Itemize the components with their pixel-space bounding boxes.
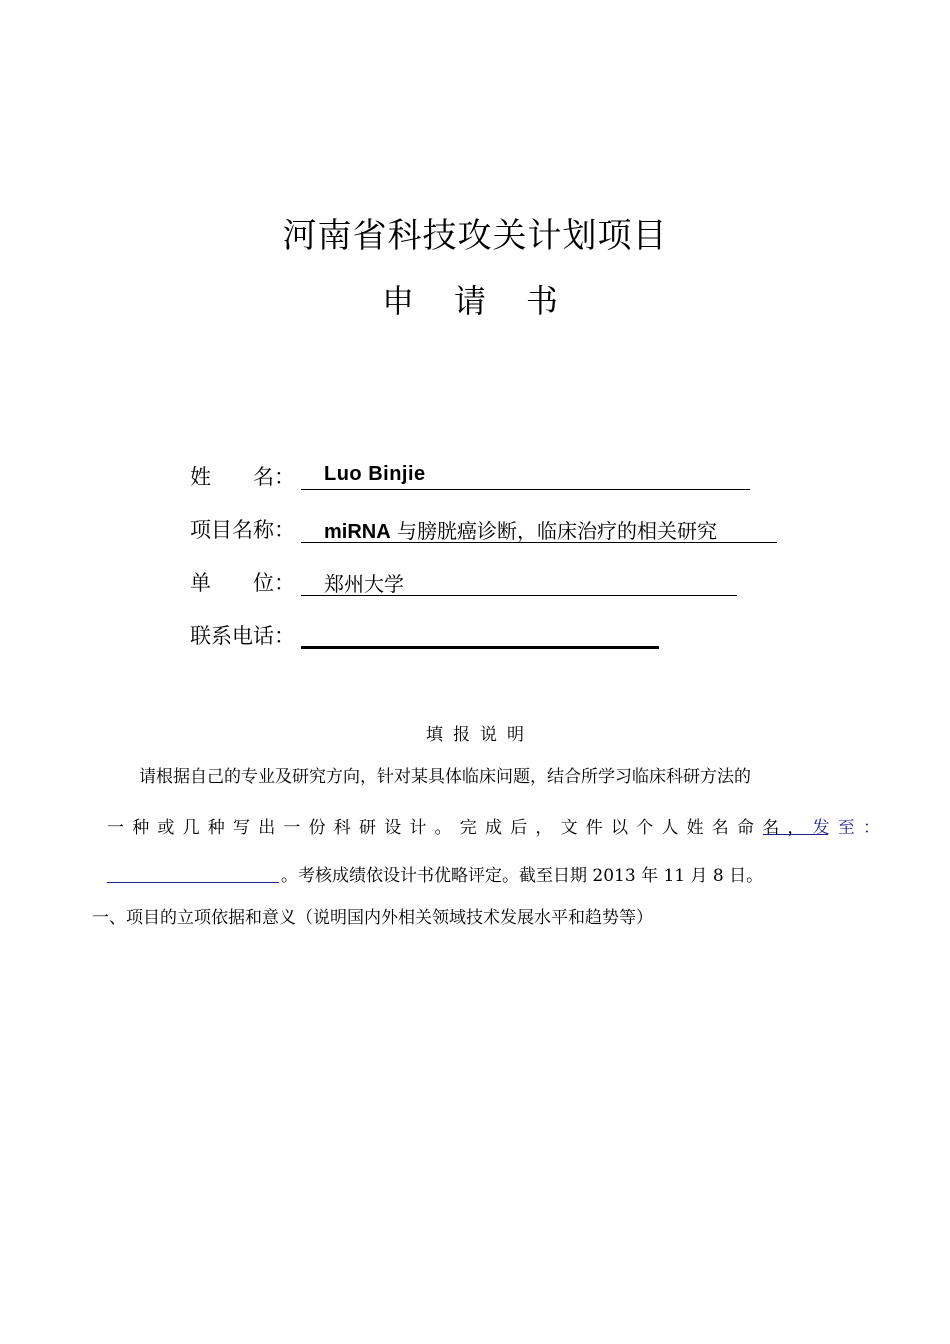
name-value[interactable]: Luo Binjie: [324, 463, 426, 485]
unit-underline: [301, 595, 737, 596]
name-label: 姓 名：: [190, 465, 295, 489]
phone-label: 联系电话：: [190, 624, 295, 648]
instructions-line-3: 。考核成绩依设计书优略评定。截至日期 2013 年 11 月 8 日。: [281, 866, 764, 886]
instructions-line-2-text: 一种或几种写出一份科研设计。完成后，文件以个人姓名命名，: [107, 818, 813, 838]
project-name-label: 项目名称：: [190, 518, 295, 542]
unit-value[interactable]: 郑州大学: [324, 572, 404, 596]
project-name-cn: 与膀胱癌诊断，临床治疗的相关研究: [397, 519, 718, 543]
instructions-heading: 填报说明: [426, 725, 534, 745]
name-underline: [301, 489, 750, 490]
unit-label: 单 位：: [190, 571, 295, 595]
document-title: 河南省科技攻关计划项目: [282, 216, 668, 256]
send-to-link-underline: [763, 834, 828, 835]
instructions-line-1: 请根据自己的专业及研究方向，针对某具体临床问题，结合所学习临床科研方法的: [139, 767, 751, 787]
project-name-underline: [301, 542, 777, 543]
document-subtitle: 申请书: [381, 282, 598, 320]
project-name-latin: miRNA: [324, 521, 391, 543]
section-heading: 一、项目的立项依据和意义（说明国内外相关领域技术发展水平和趋势等）: [92, 908, 653, 928]
project-name-value[interactable]: [324, 515, 717, 544]
send-to-link[interactable]: 发至：: [812, 818, 889, 838]
recipient-blank-line[interactable]: [107, 882, 279, 883]
phone-underline: [301, 646, 659, 649]
